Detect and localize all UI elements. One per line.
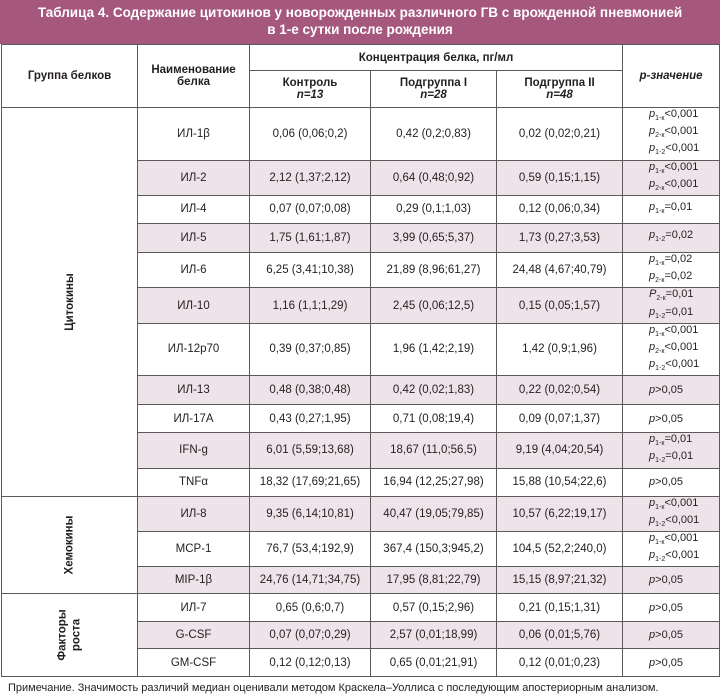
subgroup-2-value: 0,06 (0,01;5,76) — [497, 622, 623, 649]
subgroup-2-value: 24,48 (4,67;40,79) — [497, 252, 623, 287]
control-value: 0,12 (0,12;0,13) — [250, 649, 371, 677]
header-p-value: p-значение — [623, 45, 720, 108]
control-value: 0,07 (0,07;0,29) — [250, 622, 371, 649]
control-value: 2,12 (1,37;2,12) — [250, 160, 371, 195]
p-value-line: $p_{1-2}=0,01$ — [649, 450, 694, 465]
header-subgroup-2: Подгруппа II n=48 — [497, 71, 623, 108]
p-value — [623, 252, 720, 287]
p-value — [623, 376, 720, 405]
subgroup-1-value: 1,96 (1,42;2,19) — [371, 323, 497, 376]
subgroup-1-value: 0,42 (0,2;0,83) — [371, 108, 497, 161]
group-growth-factors: Факторы роста — [2, 594, 138, 677]
header-concentration: Концентрация белка, пг/мл — [250, 45, 623, 71]
p-value — [623, 496, 720, 531]
p-value-line: $p_{1-2}=0,02$ — [649, 229, 694, 244]
protein-name: ИЛ-2 — [138, 160, 250, 195]
subgroup-2-value: 0,21 (0,15;1,31) — [497, 594, 623, 622]
p-value-line: $p_{1-к}<0,001$ — [649, 496, 699, 511]
subgroup-2-value: 1,42 (0,9;1,96) — [497, 323, 623, 376]
p-value — [623, 567, 720, 594]
control-value: 6,01 (5,59;13,68) — [250, 433, 371, 468]
p-value — [623, 468, 720, 496]
subgroup-1-value: 21,89 (8,96;61,27) — [371, 252, 497, 287]
p-value-line: p>0,05 — [649, 574, 683, 587]
header-name: Наименование белка — [138, 45, 250, 108]
p-value-line: $p_{1-к}<0,001$ — [649, 160, 699, 175]
control-value: 0,39 (0,37;0,85) — [250, 323, 371, 376]
subgroup-2-value: 0,02 (0,02;0,21) — [497, 108, 623, 161]
subgroup-2-value: 0,09 (0,07;1,37) — [497, 405, 623, 433]
p-value-line: $p_{1-к}<0,001$ — [649, 108, 699, 123]
p-value-line: $p_{1-к}=0,01$ — [649, 200, 693, 216]
table-row — [2, 594, 720, 622]
p-value — [623, 223, 720, 252]
protein-name: MCP-1 — [138, 532, 250, 567]
p-value-line: $P_{2-к}=0,01$ — [649, 288, 694, 303]
p-value — [623, 405, 720, 433]
subgroup-1-value: 0,65 (0,01;21,91) — [371, 649, 497, 677]
subgroup-1-value: 0,71 (0,08;19,4) — [371, 405, 497, 433]
title-line-1: Таблица 4. Содержание цитокинов у новорожденных различного ГВ с врожденной пневмонией — [37, 5, 683, 20]
subgroup-1-value: 16,94 (12,25;27,98) — [371, 468, 497, 496]
p-value-line: p>0,05 — [649, 629, 683, 642]
subgroup-1-value: 0,64 (0,48;0,92) — [371, 160, 497, 195]
p-value-line: $p_{1-к}=0,01$ — [649, 433, 693, 448]
p-value — [623, 160, 720, 195]
p-value — [623, 532, 720, 567]
p-value-line: $p_{1-к}<0,001$ — [649, 323, 699, 338]
protein-name: GM-CSF — [138, 649, 250, 677]
p-value-line: p>0,05 — [649, 384, 683, 397]
subgroup-1-value: 2,45 (0,06;12,5) — [371, 288, 497, 323]
p-value — [623, 622, 720, 649]
control-value: 18,32 (17,69;21,65) — [250, 468, 371, 496]
subgroup-1-value: 18,67 (11,0;56,5) — [371, 433, 497, 468]
protein-name: ИЛ-1β — [138, 108, 250, 161]
control-value: 0,06 (0,06;0,2) — [250, 108, 371, 161]
p-value-line: $p_{1-2}<0,001$ — [649, 513, 700, 528]
subgroup-2-value: 104,5 (52,2;240,0) — [497, 532, 623, 567]
p-value-line: $p_{1-2}<0,001$ — [649, 142, 700, 157]
control-value: 76,7 (53,4;192,9) — [250, 532, 371, 567]
protein-name: ИЛ-10 — [138, 288, 250, 323]
control-value: 1,16 (1,1;1,29) — [250, 288, 371, 323]
protein-name: ИЛ-5 — [138, 223, 250, 252]
control-value: 0,43 (0,27;1,95) — [250, 405, 371, 433]
table-note: Примечание. Значимость различий медиан оценивали методом Краскела–Уоллиса с последующим апостериорным анализом. — [8, 682, 659, 694]
protein-name: ИЛ-8 — [138, 496, 250, 531]
title-line-2: в 1-е сутки после рождения — [267, 22, 453, 37]
p-value — [623, 195, 720, 223]
subgroup-2-value: 0,12 (0,06;0,34) — [497, 195, 623, 223]
table-title — [0, 0, 720, 44]
control-value: 0,48 (0,38;0,48) — [250, 376, 371, 405]
subgroup-2-value: 0,22 (0,02;0,54) — [497, 376, 623, 405]
p-value-line: $p_{2-к}<0,001$ — [649, 125, 699, 140]
subgroup-2-value: 15,15 (8,97;21,32) — [497, 567, 623, 594]
subgroup-2-value: 10,57 (6,22;19,17) — [497, 496, 623, 531]
header-group: Группа белков — [2, 45, 138, 108]
subgroup-1-value: 3,99 (0,65;5,37) — [371, 223, 497, 252]
p-value-line: $p_{2-к}=0,02$ — [649, 270, 693, 285]
protein-name: G-CSF — [138, 622, 250, 649]
subgroup-1-value: 40,47 (19,05;79,85) — [371, 496, 497, 531]
protein-name: ИЛ-7 — [138, 594, 250, 622]
p-value-line: p>0,05 — [649, 656, 683, 669]
control-value: 0,65 (0,6;0,7) — [250, 594, 371, 622]
p-value-line: $p_{1-к}=0,02$ — [649, 252, 693, 268]
p-value-line: p>0,05 — [649, 601, 683, 614]
p-value-line: $p_{2-к}<0,001$ — [649, 340, 699, 356]
p-value — [623, 649, 720, 677]
subgroup-1-value: 367,4 (150,3;945,2) — [371, 532, 497, 567]
subgroup-1-value: 17,95 (8,81;22,79) — [371, 567, 497, 594]
p-value — [623, 323, 720, 376]
protein-name: ИЛ-17A — [138, 405, 250, 433]
p-value-line: $p_{1-2}<0,001$ — [649, 358, 700, 373]
p-value-line: $p_{1-к}<0,001$ — [649, 532, 699, 547]
protein-name: ИЛ-6 — [138, 252, 250, 287]
subgroup-1-value: 0,29 (0,1;1,03) — [371, 195, 497, 223]
p-value-line: p>0,05 — [649, 412, 683, 425]
subgroup-1-value: 2,57 (0,01;18,99) — [371, 622, 497, 649]
control-value: 6,25 (3,41;10,38) — [250, 252, 371, 287]
p-value-line: $p_{1-2}=0,01$ — [649, 305, 694, 320]
protein-name: ИЛ-13 — [138, 376, 250, 405]
header-control: Контроль n=13 — [250, 71, 371, 108]
protein-name: MIP-1β — [138, 567, 250, 594]
protein-name: IFN-g — [138, 433, 250, 468]
p-value — [623, 433, 720, 468]
group-cytokines: Цитокины — [2, 108, 138, 497]
subgroup-2-value: 0,59 (0,15;1,15) — [497, 160, 623, 195]
cytokine-table — [1, 44, 720, 677]
control-value: 24,76 (14,71;34,75) — [250, 567, 371, 594]
p-value — [623, 108, 720, 161]
subgroup-1-value: 0,57 (0,15;2,96) — [371, 594, 497, 622]
control-value: 0,07 (0,07;0,08) — [250, 195, 371, 223]
control-value: 1,75 (1,61;1,87) — [250, 223, 371, 252]
p-value-line: $p_{2-к}<0,001$ — [649, 177, 699, 192]
control-value: 9,35 (6,14;10,81) — [250, 496, 371, 531]
subgroup-2-value: 15,88 (10,54;22,6) — [497, 468, 623, 496]
subgroup-2-value: 9,19 (4,04;20,54) — [497, 433, 623, 468]
table-row — [2, 496, 720, 531]
p-value-line: p>0,05 — [649, 476, 683, 489]
protein-name: ИЛ-12p70 — [138, 323, 250, 376]
subgroup-1-value: 0,42 (0,02;1,83) — [371, 376, 497, 405]
protein-name: TNFα — [138, 468, 250, 496]
p-value — [623, 288, 720, 323]
subgroup-2-value: 0,12 (0,01;0,23) — [497, 649, 623, 677]
subgroup-2-value: 0,15 (0,05;1,57) — [497, 288, 623, 323]
group-chemokines: Хемокины — [2, 496, 138, 594]
p-value-line: $p_{1-2}<0,001$ — [649, 549, 700, 564]
protein-name: ИЛ-4 — [138, 195, 250, 223]
p-value — [623, 594, 720, 622]
table-row — [2, 108, 720, 161]
subgroup-2-value: 1,73 (0,27;3,53) — [497, 223, 623, 252]
header-subgroup-1: Подгруппа I n=28 — [371, 71, 497, 108]
